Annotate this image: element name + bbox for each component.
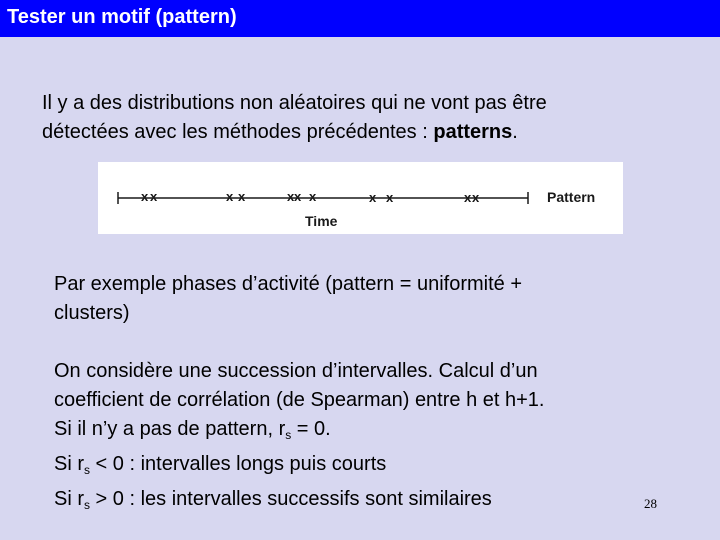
method-line-5-end: > 0 : les intervalles successifs sont similaires (90, 488, 492, 510)
slide-title: Tester un motif (pattern) (7, 6, 237, 28)
event-mark: x (141, 189, 149, 204)
method-line-1: On considère une succession d’intervalles. Calcul d’un (54, 360, 538, 382)
event-mark: x (464, 190, 472, 205)
event-mark: x (386, 190, 394, 205)
intro-line-1: Il y a des distributions non aléatoires qui ne vont pas être (42, 92, 547, 114)
event-mark: x (238, 189, 246, 204)
slide-number: 28 (644, 496, 657, 511)
method-line-4 (54, 450, 694, 485)
intro-keyword: patterns (433, 121, 513, 143)
event-mark: x (294, 189, 302, 204)
event-mark: x (309, 189, 317, 204)
method-line-3 (54, 415, 694, 450)
pattern-label: Pattern (547, 189, 596, 205)
axis-label-time: Time (305, 213, 338, 229)
event-mark: x (472, 190, 480, 205)
rs-subscript: s (84, 463, 90, 477)
event-mark: x (226, 189, 234, 204)
method-line-4-end: < 0 : intervalles longs puis courts (90, 453, 387, 475)
method-line-2: coefficient de corrélation (de Spearman) entre h et h+1. (54, 389, 545, 411)
event-mark: x (287, 189, 295, 204)
intro-line-2 (42, 118, 682, 147)
method-line-3-text: Si il n’y a pas de pattern, r (54, 418, 286, 440)
method-line-5 (54, 485, 694, 520)
intro-line-2-end: . (512, 121, 518, 143)
method-paragraph (54, 357, 694, 520)
intro-line-2-text: détectées avec les méthodes précédentes : (42, 121, 434, 143)
pattern-timeline-figure (98, 162, 623, 234)
example-line-1: Par exemple phases d’activité (pattern = uniformité + (54, 273, 523, 295)
event-mark: x (369, 190, 377, 205)
rs-subscript: s (84, 498, 90, 512)
title-bar (0, 0, 720, 37)
method-line-3-end: = 0. (291, 418, 331, 440)
intro-paragraph (42, 89, 682, 147)
example-paragraph (54, 270, 694, 328)
rs-subscript: s (285, 428, 292, 442)
example-line-2: clusters) (54, 302, 130, 324)
event-mark: x (150, 189, 158, 204)
method-line-5-text: Si r (54, 488, 84, 510)
timeline-svg (98, 162, 623, 234)
method-line-4-text: Si r (54, 453, 84, 475)
